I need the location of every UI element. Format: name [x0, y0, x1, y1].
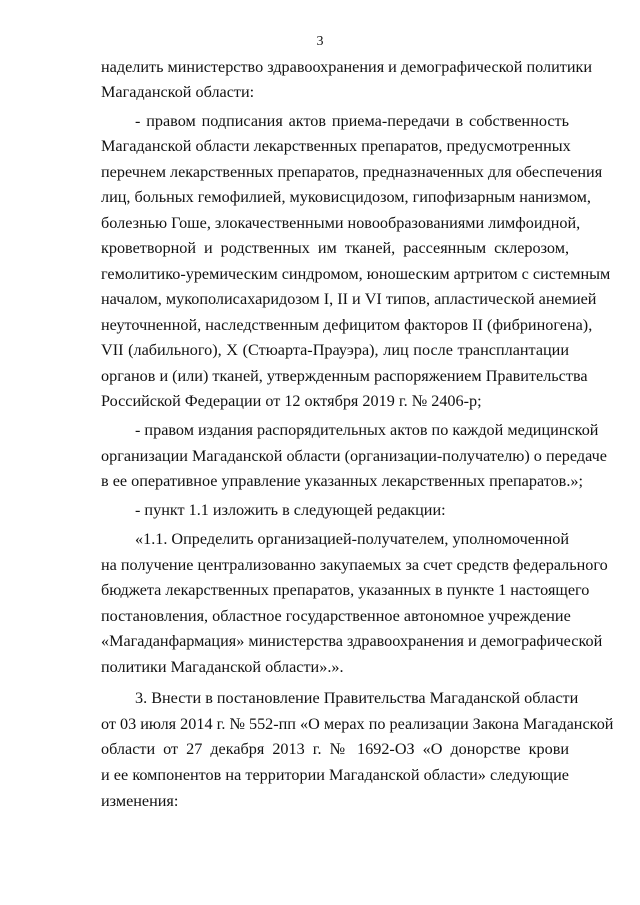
text-line: Магаданской области лекарственных препаратов, предусмотренных: [101, 137, 571, 155]
text-line: бюджета лекарственных препаратов, указанных в пункте 1 настоящего: [101, 581, 590, 599]
text-line: VII (лабильного), X (Стюарта-Прауэра), лиц после трансплантации: [101, 341, 569, 359]
text-line: органов и (или) тканей, утвержденным распоряжением Правительства: [101, 367, 588, 385]
text-line: неуточненной, наследственным дефицитом факторов II (фибриногена),: [101, 316, 593, 334]
text-line: болезнью Гоше, злокачественными новообразованиями лимфоидной,: [101, 214, 581, 232]
text-line: «1.1. Определить организацией-получателем, уполномоченной: [135, 530, 569, 548]
text-line: - правом издания распорядительных актов по каждой медицинской: [135, 421, 599, 439]
text-line: - пункт 1.1 изложить в следующей редакции:: [135, 501, 446, 519]
text-line: 3. Внести в постановление Правительства Магаданской области: [135, 689, 579, 707]
text-line: на получение централизованно закупаемых за счет средств федерального: [101, 556, 608, 574]
text-line: лиц, больных гемофилией, муковисцидозом, гипофизарным нанизмом,: [101, 188, 591, 206]
text-line: политики Магаданской области».».: [101, 658, 344, 676]
text-line: Российской Федерации от 12 октября 2019 г. № 2406-р;: [101, 392, 482, 410]
text-line: организации Магаданской области (организации-получателю) о передаче: [101, 447, 607, 465]
text-line: области от 27 декабря 2013 г. № 1692-ОЗ «О донорстве крови: [101, 740, 569, 758]
text-line: в ее оперативное управление указанных лекарственных препаратов.»;: [101, 472, 583, 490]
text-line: от 03 июля 2014 г. № 552-пп «О мерах по реализации Закона Магаданской: [101, 715, 614, 733]
text-line: и ее компонентов на территории Магаданской области» следующие: [101, 766, 569, 784]
text-line: перечнем лекарственных препаратов, предназначенных для обеспечения: [101, 163, 603, 181]
text-line: постановления, областное государственное автономное учреждение: [101, 607, 571, 625]
text-line: «Магаданфармация» министерства здравоохранения и демографической: [101, 632, 603, 650]
page-number: 3: [316, 34, 324, 49]
text-line: Магаданской области:: [101, 83, 255, 101]
text-line: началом, мукополисахаридозом I, II и VI типов, апластической анемией: [101, 290, 597, 308]
text-line: - правом подписания актов приема-передачи в собственность: [135, 112, 569, 130]
text-line: кроветворной и родственных им тканей, рассеянным склерозом,: [101, 239, 569, 257]
text-line: изменения:: [101, 792, 179, 810]
text-line: наделить министерство здравоохранения и демографической политики: [101, 58, 593, 76]
text-line: гемолитико-уремическим синдромом, юношеским артритом с системным: [101, 265, 611, 283]
